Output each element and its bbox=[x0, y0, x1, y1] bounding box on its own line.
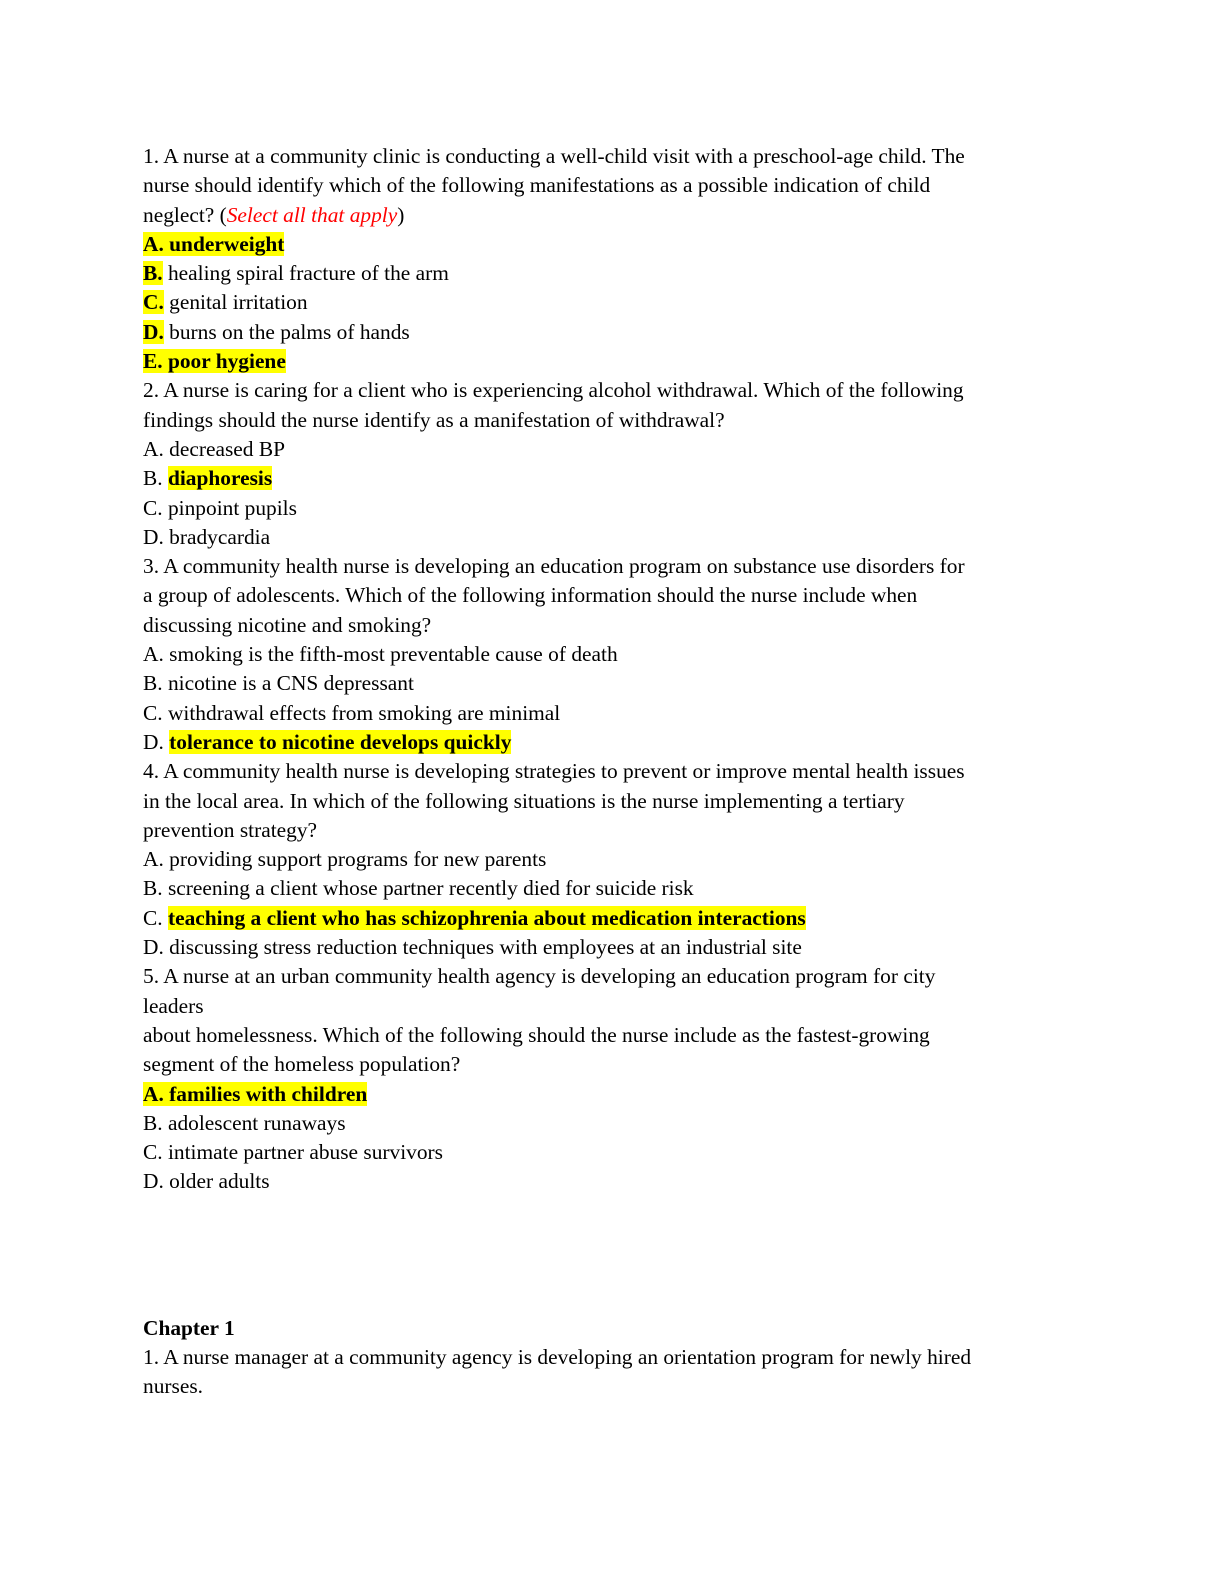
question-stem-line bbox=[143, 171, 1083, 200]
answer-option bbox=[143, 874, 1083, 903]
option-letter: B. bbox=[143, 1110, 168, 1135]
answer-option bbox=[143, 699, 1083, 728]
answer-option bbox=[143, 845, 1083, 874]
answer-option bbox=[143, 259, 1083, 288]
question-block bbox=[143, 552, 1083, 757]
option-text: burns on the palms of hands bbox=[163, 319, 410, 344]
answer-option bbox=[143, 1167, 1083, 1196]
stem-text: 5. A nurse at an urban community health agency is developing an education program for city bbox=[143, 964, 936, 989]
option-text: nicotine is a CNS depressant bbox=[167, 671, 414, 696]
answer-option bbox=[143, 523, 1083, 552]
stem-text: a group of adolescents. Which of the following information should the nurse include when bbox=[143, 583, 918, 608]
option-letter: D. bbox=[143, 524, 170, 549]
option-letter: D. bbox=[143, 935, 170, 960]
option-letter: A. bbox=[143, 642, 170, 667]
stem-text: 3. A community health nurse is developing an education program on substance use disorders for bbox=[143, 554, 965, 579]
answer-option bbox=[143, 230, 1083, 259]
stem-text: 2. A nurse is caring for a client who is experiencing alcohol withdrawal. Which of the following bbox=[143, 378, 964, 403]
stem-text: segment of the homeless population? bbox=[143, 1052, 461, 1077]
option-letter: B. bbox=[143, 261, 163, 286]
answer-option bbox=[143, 933, 1083, 962]
answer-option bbox=[143, 435, 1083, 464]
question-stem-line bbox=[143, 376, 1083, 405]
option-text: adolescent runaways bbox=[167, 1110, 346, 1135]
answer-option bbox=[143, 347, 1083, 376]
option-letter: E. bbox=[143, 349, 168, 374]
question-stem-line bbox=[143, 142, 1083, 171]
stem-text: in the local area. In which of the following situations is the nurse implementing a tertiary bbox=[143, 788, 905, 813]
chapter-text-line: nurses. bbox=[143, 1374, 204, 1399]
option-text: teaching a client who has schizophrenia about medication interactions bbox=[167, 905, 806, 930]
option-text: screening a client whose partner recently died for suicide risk bbox=[167, 876, 694, 901]
option-letter: C. bbox=[143, 905, 168, 930]
question-stem-line bbox=[143, 611, 1083, 640]
select-all-note: Select all that apply bbox=[226, 202, 398, 227]
option-text: diaphoresis bbox=[167, 466, 273, 491]
stem-text: findings should the nurse identify as a manifestation of withdrawal? bbox=[143, 407, 725, 432]
section-gap bbox=[143, 1197, 1083, 1314]
answer-option bbox=[143, 1080, 1083, 1109]
option-letter: C. bbox=[143, 1140, 168, 1165]
stem-text: 4. A community health nurse is developing strategies to prevent or improve mental health issues bbox=[143, 759, 965, 784]
answer-option bbox=[143, 288, 1083, 317]
answer-option bbox=[143, 728, 1083, 757]
document-page bbox=[143, 142, 1083, 1402]
option-letter: B. bbox=[143, 876, 168, 901]
chapter-section bbox=[143, 1314, 1083, 1402]
question-stem-line bbox=[143, 757, 1083, 786]
question-stem-line bbox=[143, 962, 1083, 991]
question-block bbox=[143, 962, 1083, 1196]
question-stem-line bbox=[143, 1050, 1083, 1079]
answer-option bbox=[143, 1138, 1083, 1167]
question-stem-line bbox=[143, 1021, 1083, 1050]
question-block bbox=[143, 376, 1083, 552]
option-letter: D. bbox=[143, 1169, 170, 1194]
option-text: tolerance to nicotine develops quickly bbox=[169, 729, 512, 754]
option-text: healing spiral fracture of the arm bbox=[162, 261, 449, 286]
question-block bbox=[143, 757, 1083, 962]
answer-option bbox=[143, 318, 1083, 347]
question-stem-line bbox=[143, 992, 1083, 1021]
question-stem-line bbox=[143, 406, 1083, 435]
stem-text: 1. A nurse at a community clinic is conducting a well-child visit with a preschool-age child. The bbox=[143, 144, 965, 168]
answer-option bbox=[143, 640, 1083, 669]
option-text: intimate partner abuse survivors bbox=[167, 1140, 443, 1165]
option-letter: C. bbox=[143, 495, 168, 520]
option-text: poor hygiene bbox=[167, 349, 286, 374]
stem-text: prevention strategy? bbox=[143, 817, 318, 842]
answer-option bbox=[143, 1109, 1083, 1138]
option-letter: A. bbox=[143, 847, 170, 872]
option-text: genital irritation bbox=[163, 290, 308, 315]
option-letter: B. bbox=[143, 466, 168, 491]
answer-option bbox=[143, 464, 1083, 493]
question-block bbox=[143, 142, 1083, 376]
option-letter: B. bbox=[143, 671, 168, 696]
option-text: older adults bbox=[169, 1169, 270, 1194]
option-letter: C. bbox=[143, 290, 164, 315]
question-stem-line bbox=[143, 787, 1083, 816]
option-text: underweight bbox=[169, 231, 285, 256]
question-stem-line bbox=[143, 552, 1083, 581]
option-letter: A. bbox=[143, 1081, 170, 1106]
answer-option bbox=[143, 904, 1083, 933]
option-text: smoking is the fifth-most preventable cause of death bbox=[169, 642, 618, 667]
option-text: pinpoint pupils bbox=[167, 495, 297, 520]
chapter-heading: Chapter 1 bbox=[143, 1315, 235, 1340]
stem-text: neglect? ( bbox=[143, 202, 227, 227]
answer-option bbox=[143, 669, 1083, 698]
option-letter: A. bbox=[143, 436, 170, 461]
option-letter: C. bbox=[143, 700, 168, 725]
option-text: withdrawal effects from smoking are minimal bbox=[167, 700, 561, 725]
option-text: providing support programs for new parents bbox=[169, 847, 547, 872]
question-stem-line bbox=[143, 816, 1083, 845]
option-letter: D. bbox=[143, 729, 170, 754]
option-letter: D. bbox=[143, 319, 164, 344]
question-stem-line bbox=[143, 581, 1083, 610]
question-stem-line bbox=[143, 201, 1083, 230]
option-text: families with children bbox=[169, 1081, 368, 1106]
option-text: decreased BP bbox=[169, 436, 285, 461]
stem-text: discussing nicotine and smoking? bbox=[143, 612, 432, 637]
stem-text: about homelessness. Which of the following should the nurse include as the fastest-growing bbox=[143, 1022, 930, 1047]
option-letter: A. bbox=[143, 231, 170, 256]
stem-text: leaders bbox=[143, 993, 204, 1018]
chapter-text-line: 1. A nurse manager at a community agency is developing an orientation program for newly hired bbox=[143, 1344, 972, 1369]
stem-close: ) bbox=[397, 202, 405, 227]
option-text: bradycardia bbox=[169, 524, 271, 549]
option-text: discussing stress reduction techniques with employees at an industrial site bbox=[169, 935, 802, 960]
stem-text: nurse should identify which of the following manifestations as a possible indication of child bbox=[143, 173, 931, 198]
answer-option bbox=[143, 494, 1083, 523]
